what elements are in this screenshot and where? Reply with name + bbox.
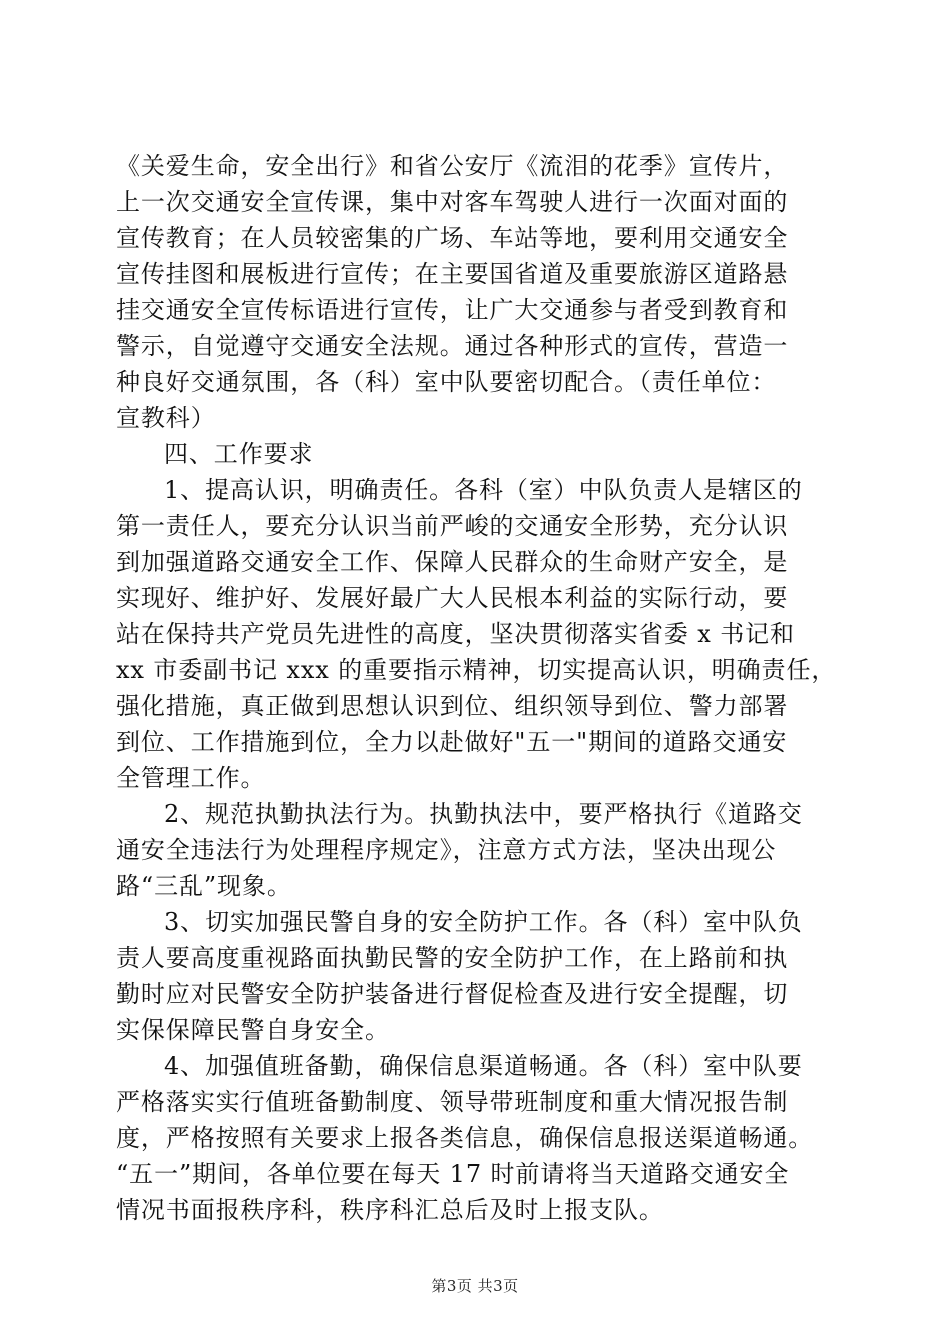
- text-line: 1、提高认识，明确责任。各科（室）中队负责人是辖区的: [164, 476, 803, 504]
- text-line: “五一”期间，各单位要在每天 17 时前请将当天道路交通安全: [116, 1160, 790, 1188]
- text-line: 站在保持共产党员先进性的高度，坚决贯彻落实省委 x 书记和: [116, 620, 795, 648]
- text-line: 实保保障民警自身安全。: [116, 1016, 390, 1044]
- text-line: 严格落实实行值班备勤制度、领导带班制度和重大情况报告制: [116, 1088, 789, 1116]
- text-line: 《关爱生命，安全出行》和省公安厅《流泪的花季》宣传片，: [116, 152, 789, 180]
- text-line: 挂交通安全宣传标语进行宣传，让广大交通参与者受到教育和: [116, 296, 789, 324]
- text-line: 上一次交通安全宣传课，集中对客车驾驶人进行一次面对面的: [116, 188, 789, 216]
- text-line: 第一责任人，要充分认识当前严峻的交通安全形势，充分认识: [116, 512, 789, 540]
- text-line: 情况书面报秩序科，秩序科汇总后及时上报支队。: [116, 1196, 664, 1224]
- text-line: 4、加强值班备勤，确保信息渠道畅通。各（科）室中队要: [164, 1052, 803, 1080]
- text-line: 路“三乱”现象。: [116, 872, 292, 900]
- text-line: 2、规范执勤执法行为。执勤执法中，要严格执行《道路交: [164, 800, 803, 828]
- text-line: 种良好交通氛围，各（科）室中队要密切配合。（责任单位：: [116, 368, 777, 396]
- text-line: 度，严格按照有关要求上报各类信息，确保信息报送渠道畅通。: [116, 1124, 814, 1152]
- text-line: 强化措施，真正做到思想认识到位、组织领导到位、警力部署: [116, 692, 789, 720]
- text-line: 宣传挂图和展板进行宣传；在主要国省道及重要旅游区道路悬: [116, 260, 789, 288]
- text-line: 责人要高度重视路面执勤民警的安全防护工作，在上路前和执: [116, 944, 789, 972]
- document-body: [116, 148, 838, 1228]
- page-number-footer: 第3页 共3页: [431, 1277, 519, 1295]
- text-line: 勤时应对民警安全防护装备进行督促检查及进行安全提醒，切: [116, 980, 789, 1008]
- text-line: 宣教科）: [116, 404, 216, 432]
- text-line: 到位、工作措施到位，全力以赴做好"五一"期间的道路交通安: [116, 728, 788, 756]
- text-line: 实现好、维护好、发展好最广大人民根本利益的实际行动，要: [116, 584, 789, 612]
- text-line: xx 市委副书记 xxx 的重要指示精神，切实提高认识，明确责任，: [116, 656, 837, 684]
- text-line: 到加强道路交通安全工作、保障人民群众的生命财产安全，是: [116, 548, 789, 576]
- section-heading: 四、工作要求: [164, 440, 314, 468]
- text-line: 宣传教育；在人员较密集的广场、车站等地，要利用交通安全: [116, 224, 789, 252]
- text-line: 全管理工作。: [116, 764, 266, 792]
- text-line: 通安全违法行为处理程序规定》，注意方式方法，坚决出现公: [116, 836, 777, 864]
- text-line: 警示，自觉遵守交通安全法规。通过各种形式的宣传，营造一: [116, 332, 789, 360]
- text-line: 3、切实加强民警自身的安全防护工作。各（科）室中队负: [164, 908, 803, 936]
